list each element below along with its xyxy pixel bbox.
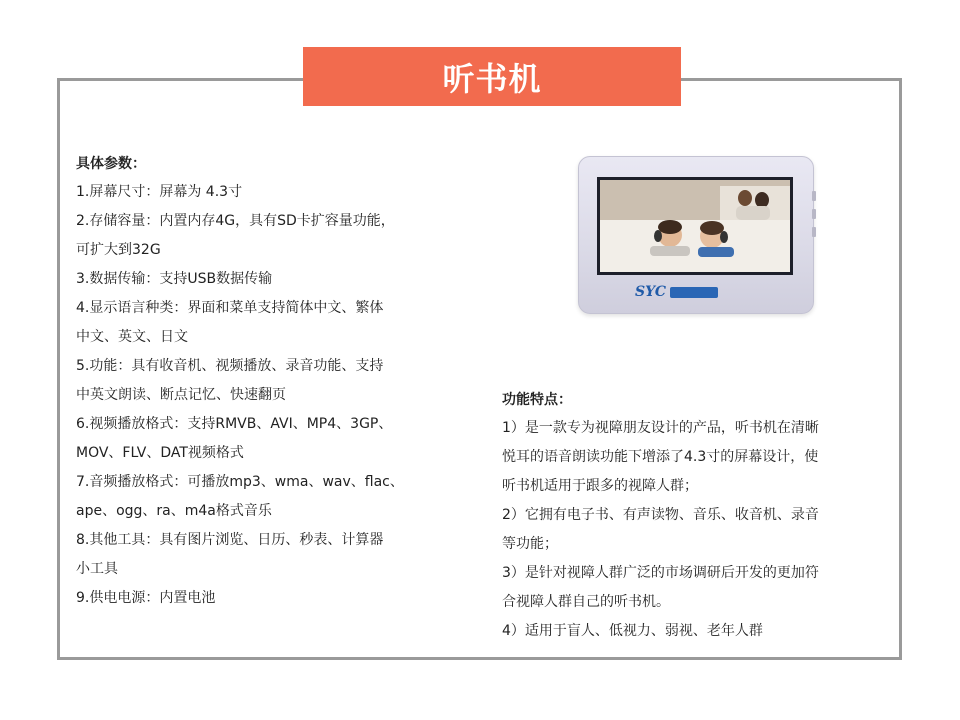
- title-banner: [303, 47, 681, 106]
- screen-photo: [600, 180, 790, 272]
- text-line: 1）是一款专为视障朋友设计的产品，听书机在清晰: [502, 420, 819, 436]
- text-line: 中英文朗读、断点记忆、快速翻页: [76, 387, 286, 403]
- text-line: 7.音频播放格式：可播放mp3、wma、wav、flac、: [76, 474, 404, 490]
- text-line: 6.视频播放格式：支持RMVB、AVI、MP4、3GP、: [76, 416, 393, 432]
- features-list: [502, 414, 882, 646]
- text-line: 3.数据传输：支持USB数据传输: [76, 271, 273, 287]
- text-line: 8.其他工具：具有图片浏览、日历、秒表、计算器: [76, 532, 384, 548]
- text-line: 小工具: [76, 561, 118, 577]
- text-line: 中文、英文、日文: [76, 329, 188, 345]
- side-button: [812, 191, 816, 201]
- text-line: 听书机适用于跟多的视障人群；: [502, 478, 698, 494]
- text-line: 2）它拥有电子书、有声读物、音乐、收音机、录音: [502, 507, 819, 523]
- text-line: 2.存储容量：内置内存4G，具有SD卡扩容量功能，: [76, 213, 395, 229]
- text-line: 3）是针对视障人群广泛的市场调研后开发的更加符: [502, 565, 819, 581]
- text-line: 1.屏幕尺寸：屏幕为 4.3寸: [76, 184, 243, 200]
- text-line: 可扩大到32G: [76, 242, 161, 258]
- page-title: 听书机: [442, 59, 542, 98]
- text-line: 4）适用于盲人、低视力、弱视、老年人群: [502, 623, 763, 639]
- specs-heading: 具体参数：: [76, 156, 146, 172]
- side-button: [812, 227, 816, 237]
- text-line: MOV、FLV、DAT视频格式: [76, 445, 244, 461]
- device-screen: [597, 177, 793, 275]
- audiobook-player-image: [578, 156, 814, 314]
- text-line: 9.供电电源：内置电池: [76, 590, 216, 606]
- features-heading: 功能特点：: [502, 392, 572, 408]
- device-logo: [635, 284, 718, 300]
- specs-section: [76, 150, 446, 613]
- logo-badge: [670, 287, 718, 298]
- side-button: [812, 209, 816, 219]
- text-line: 合视障人群自己的听书机。: [502, 594, 670, 610]
- features-section: [502, 386, 882, 646]
- text-line: 4.显示语言种类：界面和菜单支持简体中文、繁体: [76, 300, 384, 316]
- text-line: 5.功能：具有收音机、视频播放、录音功能、支持: [76, 358, 384, 374]
- text-line: 悦耳的语音朗读功能下增添了4.3寸的屏幕设计，使: [502, 449, 819, 465]
- specs-list: [76, 178, 446, 613]
- text-line: ape、ogg、ra、m4a格式音乐: [76, 503, 272, 519]
- text-line: 等功能；: [502, 536, 558, 552]
- logo-text: SYC: [635, 284, 667, 300]
